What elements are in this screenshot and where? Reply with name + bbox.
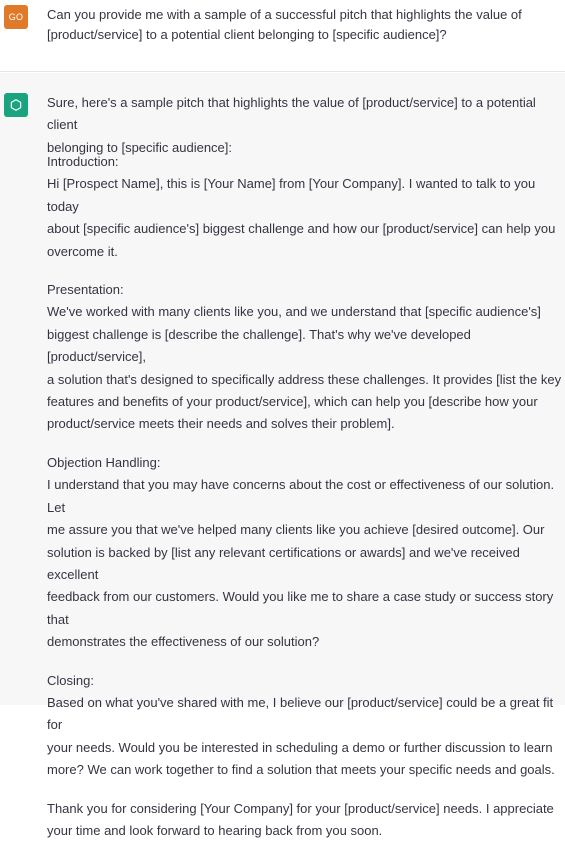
assistant-response: [47, 92, 565, 842]
section-text-closing: Based on what you've shared with me, I believe our [product/service] could be a great fit for your needs. Would you be interested in scheduling a demo or further discussion to learn more? We can work together to find a solution that meets your specific needs and goals.: [47, 694, 555, 778]
section-text-introduction: Hi [Prospect Name], this is [Your Name] from [Your Company]. I wanted to talk to you today about [specific audience's] biggest challenge and how our [product/service] can help you overcome it.: [47, 176, 556, 259]
assistant-message: [0, 73, 565, 838]
user-message-text: Can you provide me with a sample of a successful pitch that highlights the value of [product/service] to a potential client belonging to [specific audience]?: [47, 7, 522, 42]
section-text-presentation: We've worked with many clients like you, and we understand that [specific audience's] biggest challenge is [describe the challenge]. That's why we've developed [product/service], a solution that's designed to specifically address these challenges. It provides [list the key features and benefits of your product/service], which can help you [describe how your product/service meets their needs and solves their problem].: [47, 304, 562, 432]
section-heading-presentation: Presentation:: [47, 282, 124, 298]
assistant-avatar: [4, 93, 28, 117]
response-outro: Thank you for considering [Your Company] for your [product/service] needs. I appreciate your time and look forward to hearing back from you soon.: [47, 800, 554, 838]
section-heading-introduction: Introduction:: [47, 154, 119, 169]
section-heading-closing: Closing:: [47, 672, 94, 688]
user-avatar: GO: [4, 5, 28, 29]
section-text-objection-handling: I understand that you may have concerns about the cost or effectiveness of our solution. Let me assure you that we've helped many clients like you achieve [desired outcome]. Our solution is backed by [list any relevant certifications or awards] and we've received excellent feedback from our customers. Would you like me to share a case study or success story that demonstrates the effectiveness of our solution?: [47, 477, 555, 650]
openai-logo-icon: [8, 97, 24, 113]
response-intro: Sure, here's a sample pitch that highlights the value of [product/service] to a potential client belonging to [specific audience]:: [47, 95, 536, 155]
user-message: [0, 0, 565, 72]
section-heading-objection-handling: Objection Handling:: [47, 454, 161, 470]
